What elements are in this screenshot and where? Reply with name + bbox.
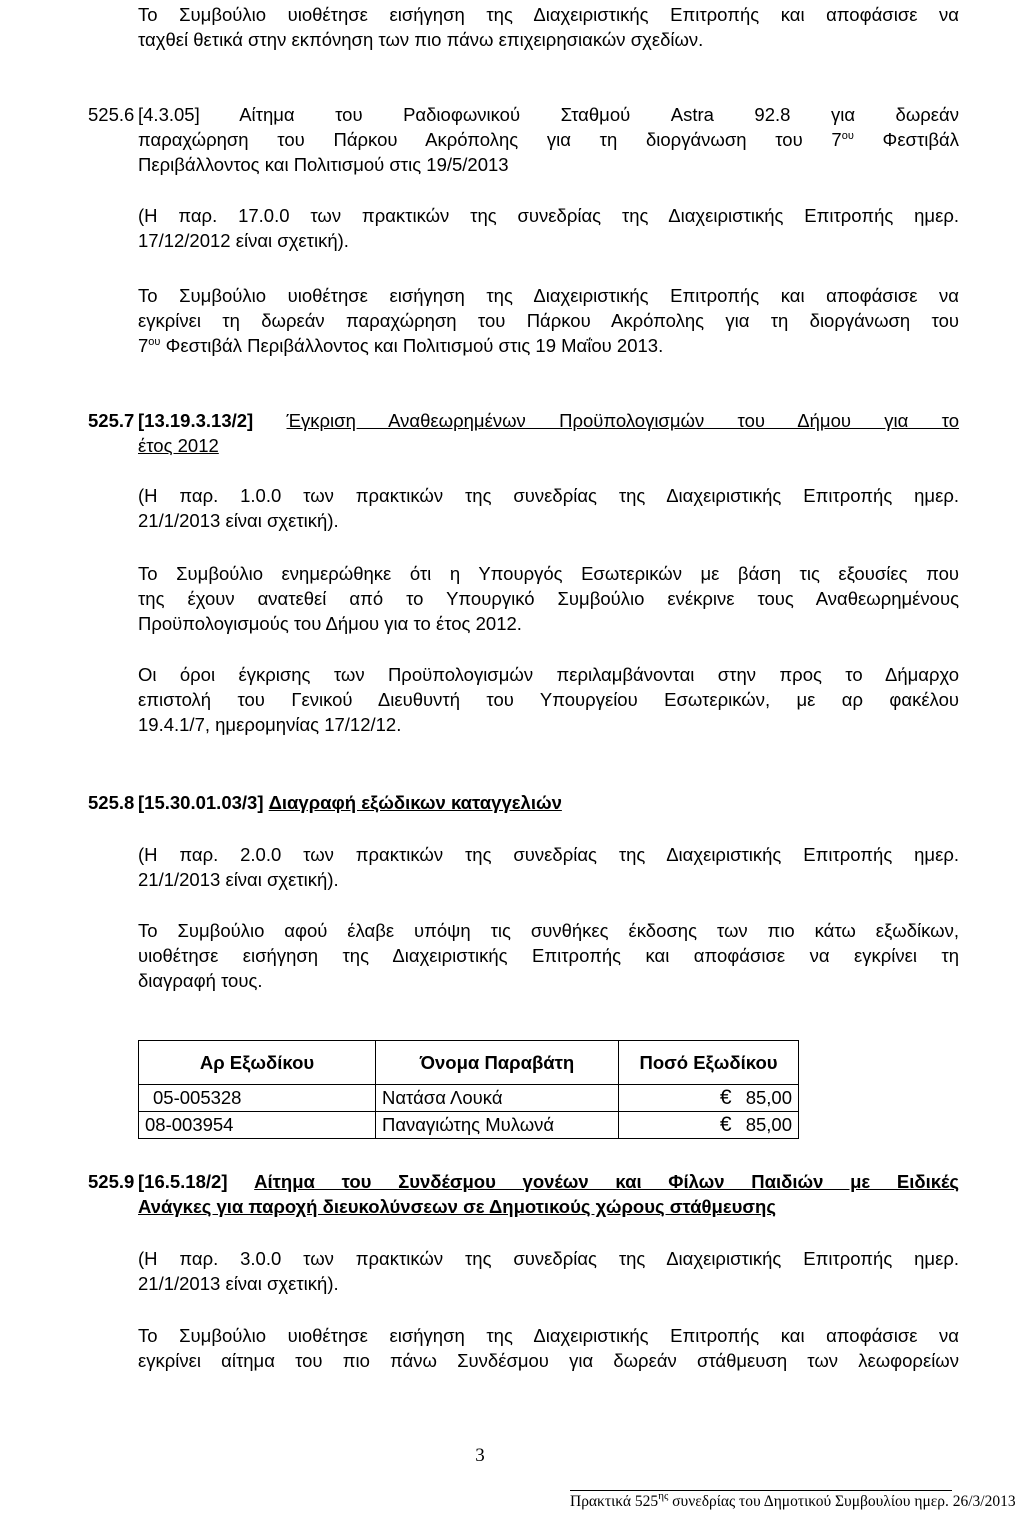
reference-note	[138, 1246, 959, 1296]
text-line: ταχθεί θετικά στην εκπόνηση των πιο πάνω επιχειρησιακών σχεδίων.	[138, 29, 704, 50]
decision-paragraph	[138, 1323, 959, 1373]
text-line: Το Συμβούλιο αφού έλαβε υπόψη τις συνθήκες έκδοσης των πιο κάτω εξωδίκων,	[138, 920, 959, 941]
fine-amount: € 85,00	[619, 1085, 799, 1112]
reference-note	[138, 203, 959, 253]
table-row	[139, 1112, 799, 1139]
fine-number: 08-003954	[139, 1112, 376, 1139]
text-line: 21/1/2013 είναι σχετική).	[138, 1273, 339, 1294]
offender-name: Νατάσα Λουκά	[376, 1085, 619, 1112]
decision-paragraph	[138, 283, 959, 358]
euro-icon: €	[719, 1113, 732, 1136]
text-line: Προϋπολογισμούς του Δήμου για το έτος 2012.	[138, 613, 522, 634]
text-line: εγκρίνει τη δωρεάν παραχώρηση του Πάρκου Ακρόπολης για τη διοργάνωση του	[138, 310, 959, 331]
title-line: έτος 2012	[138, 435, 219, 456]
text-line: επιστολή του Γενικού Διευθυντή του Υπουργείου Εσωτερικών, με αρ φακέλου	[138, 689, 959, 710]
text-line: (Η παρ. 1.0.0 των πρακτικών της συνεδρίας της Διαχειριστικής Επιτροπής ημερ.	[138, 485, 959, 506]
table-row	[139, 1085, 799, 1112]
text-line: 21/1/2013 είναι σχετική).	[138, 869, 339, 890]
text-line: διαγραφή τους.	[138, 970, 263, 991]
page-footer: Πρακτικά $525^{\eta\varsigma}$ συνεδρίας του Δημοτικού Συμβουλίου ημερ. 26/3/2013	[570, 1490, 1016, 1510]
item-number: 525.7	[88, 410, 135, 431]
info-paragraph	[138, 662, 959, 737]
reference-note	[138, 483, 959, 533]
text-line: (Η παρ. 3.0.0 των πρακτικών της συνεδρίας της Διαχειριστικής Επιτροπής ημερ.	[138, 1248, 959, 1269]
text-line: 19.4.1/7, ημερομηνίας 17/12/12.	[138, 714, 402, 735]
superscript: ου	[148, 336, 161, 348]
text-line: Οι όροι έγκρισης των Προϋπολογισμών περιλαμβάνονται στην προς το Δήμαρχο	[138, 664, 959, 685]
fines-table	[138, 1040, 799, 1139]
table-header-row	[139, 1041, 799, 1085]
info-paragraph	[138, 561, 959, 636]
title-line: [15.30.01.03/3] Διαγραφή εξώδικων καταγγελιών	[138, 792, 562, 813]
text-line: Το Συμβούλιο υιοθέτησε εισήγηση της Διαχειριστικής Επιτροπής και αποφάσισε να	[138, 1325, 959, 1346]
intro-paragraph	[138, 2, 959, 52]
superscript: ου	[841, 130, 854, 142]
column-header: Όνομα Παραβάτη	[376, 1041, 619, 1085]
reference-note	[138, 842, 959, 892]
item-code: [16.5.18/2]	[138, 1171, 228, 1192]
text-line: 21/1/2013 είναι σχετική).	[138, 510, 339, 531]
text-line: εγκρίνει αίτημα του πιο πάνω Συνδέσμου για δωρεάν στάθμευση των λεωφορείων	[138, 1350, 959, 1371]
fine-amount: € 85,00	[619, 1112, 799, 1139]
title-line: [4.3.05] Αίτημα του Ραδιοφωνικού Σταθμού Astra 92.8 για δωρεάν	[138, 104, 959, 125]
page-number: 3	[475, 1445, 485, 1466]
text-line: (Η παρ. 2.0.0 των πρακτικών της συνεδρίας της Διαχειριστικής Επιτροπής ημερ.	[138, 844, 959, 865]
text-line: Το Συμβούλιο ενημερώθηκε ότι η Υπουργός Εσωτερικών με βάση τις εξουσίες που	[138, 563, 959, 584]
item-number: 525.9	[88, 1171, 135, 1192]
title-line: [13.19.3.13/2] Έγκριση Αναθεωρημένων Προϋπολογισμών του Δήμου για το	[138, 410, 960, 431]
item-title	[138, 790, 959, 815]
column-header: Αρ Εξωδίκου	[139, 1041, 376, 1085]
text-line: της έχουν ανατεθεί από το Υπουργικό Συμβούλιο ενέκρινε τους Αναθεωρημένους	[138, 588, 959, 609]
text-line: Το Συμβούλιο υιοθέτησε εισήγηση της Διαχειριστικής Επιτροπής και αποφάσισε να	[138, 285, 959, 306]
item-number: 525.6	[88, 104, 135, 125]
superscript: ης	[658, 1490, 669, 1502]
item-title	[138, 1169, 959, 1219]
title-line: παραχώρηση του Πάρκου Ακρόπολης για τη διοργάνωση του $7^{o\upsilon}$ Φεστιβάλ	[138, 129, 959, 150]
item-code: [13.19.3.13/2]	[138, 410, 254, 431]
text-line: Το Συμβούλιο υιοθέτησε εισήγηση της Διαχειριστικής Επιτροπής και αποφάσισε να	[138, 4, 959, 25]
text-line: (Η παρ. 17.0.0 των πρακτικών της συνεδρίας της Διαχειριστικής Επιτροπής ημερ.	[138, 205, 959, 226]
fine-number: 05-005328	[139, 1085, 376, 1112]
item-title	[138, 102, 959, 177]
column-header: Ποσό Εξωδίκου	[619, 1041, 799, 1085]
title-line: [16.5.18/2] Αίτημα του Συνδέσμου γονέων και Φίλων Παιδιών με Ειδικές	[138, 1171, 959, 1192]
item-number: 525.8	[88, 792, 135, 813]
item-code: [15.30.01.03/3]	[138, 792, 264, 813]
title-line: Περιβάλλοντος και Πολιτισμού στις 19/5/2013	[138, 154, 509, 175]
item-title	[138, 408, 959, 458]
text-line: $7^{o\upsilon}$ Φεστιβάλ Περιβάλλοντος και Πολιτισμού στις 19 Μαΐου 2013.	[138, 335, 664, 356]
title-line: Ανάγκες για παροχή διευκολύνσεων σε Δημοτικούς χώρους στάθμευσης	[138, 1196, 776, 1217]
text-line: υιοθέτησε εισήγηση της Διαχειριστικής Επιτροπής και αποφάσισε να εγκρίνει τη	[138, 945, 959, 966]
offender-name: Παναγιώτης Μυλωνά	[376, 1112, 619, 1139]
text-line: 17/12/2012 είναι σχετική).	[138, 230, 349, 251]
euro-icon: €	[719, 1086, 732, 1109]
decision-paragraph	[138, 918, 959, 993]
